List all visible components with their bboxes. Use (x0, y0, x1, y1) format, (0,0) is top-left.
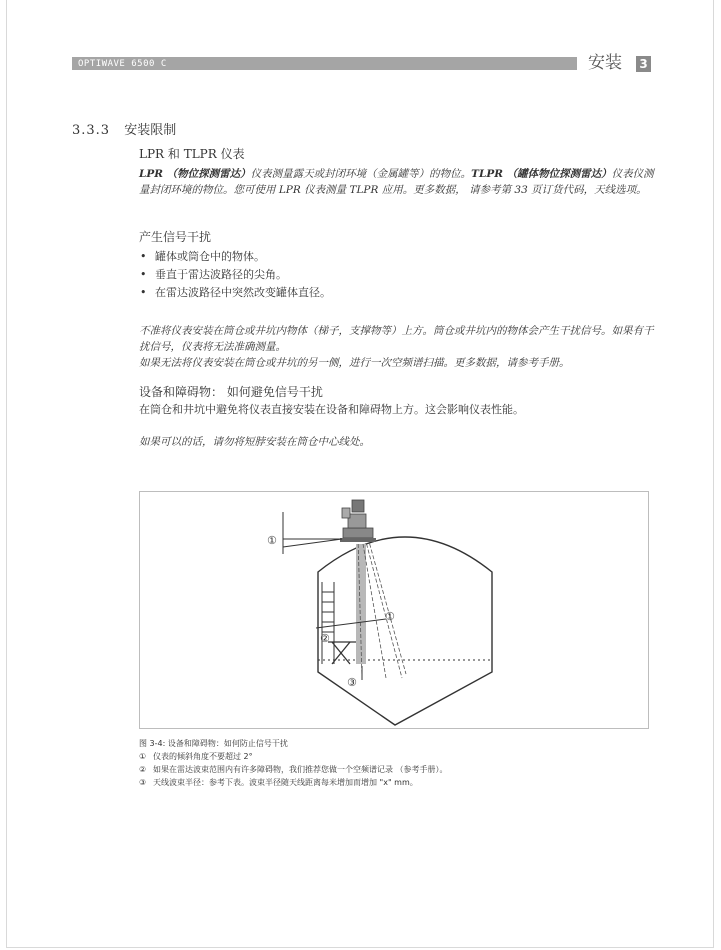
list-item: • 在雷达波路径中突然改变罐体直径。 (139, 284, 654, 302)
caption-title: 图 3-4: 设备和障碍物：如何防止信号干扰 (139, 739, 288, 748)
warning-note-2: 如果无法将仪表安装在筒仓或井坑的另一侧，进行一次空频谱扫描。更多数据，请参考手册。 (139, 357, 570, 369)
interference-block (139, 229, 654, 302)
interference-list (139, 248, 654, 302)
legend-text: 天线波束半径：参考下表。波束半径随天线距离每米增加而增加 "x" mm。 (153, 778, 418, 787)
intro-subtitle: LPR 和 TLPR 仪表 (139, 147, 245, 161)
obstacles-text: 在筒仓和井坑中避免将仪表直接安装在设备和障碍物上方。这会影响仪表性能。 (139, 403, 524, 416)
legend-item-1 (139, 750, 659, 763)
obstacles-block (139, 384, 654, 450)
tlpr-term: TLPR （罐体物位探测雷达） (471, 168, 612, 180)
intro-block (139, 146, 654, 198)
list-item: • 罐体或筒仓中的物体。 (139, 248, 654, 266)
installation-diagram (140, 492, 648, 728)
section-title: 安装限制 (124, 123, 177, 138)
obstacles-note: 如果可以的话，请勿将短脖安装在筒仓中心线处。 (139, 436, 370, 448)
section-heading (72, 119, 176, 138)
page-border (6, 0, 714, 948)
legend-mark: ② (139, 765, 147, 774)
marker-1-tilt: ① (267, 534, 277, 547)
warning-note-1: 不准将仪表安装在筒仓或井坑内物体（梯子，支撑物等）上方。筒仓或井坑内的物体会产生干扰信号。如果有干扰信号，仪表将无法准确测量。 (139, 325, 654, 353)
marker-2: ② (320, 632, 330, 645)
legend-mark: ① (139, 752, 147, 761)
lpr-desc: 仪表测量露天或封闭环境（金属罐等）的物位。 (250, 168, 472, 180)
header-section-number: 3 (636, 56, 651, 72)
marker-3: ③ (347, 676, 357, 689)
silo-outline (318, 537, 492, 725)
legend-item-3 (139, 776, 659, 789)
ladder (322, 582, 334, 664)
warning-note (139, 323, 654, 371)
figure-frame (139, 491, 649, 729)
legend-text: 如果在雷达波束范围内有许多障碍物，我们推荐您做一个空频谱记录 （参考手册）。 (153, 765, 448, 774)
legend-item-2 (139, 763, 659, 776)
list-item: • 垂直于雷达波路径的尖角。 (139, 266, 654, 284)
intro-paragraph (139, 166, 654, 198)
header-section-title: 安装 (588, 53, 622, 73)
obstacle-cross (328, 642, 356, 664)
legend-text: 仪表的倾斜角度不要超过 2° (153, 752, 253, 761)
tlpr-desc: 仪表仪测量封闭环境的物位。您可使用 LPR 仪表测量 TLPR 应用。更多数据， 请参考第 33 页订货代码，天线选项。 (139, 168, 654, 196)
header-product-name: OPTIWAVE 6500 C (78, 59, 167, 69)
lpr-term: LPR （物位探测雷达） (139, 168, 251, 180)
interference-heading: 产生信号干扰 (139, 230, 212, 244)
obstacles-heading: 设备和障碍物： 如何避免信号干扰 (139, 385, 323, 399)
radar-gauge (340, 500, 376, 542)
section-number: 3.3.3 (72, 123, 111, 138)
figure-caption (139, 737, 659, 789)
legend-mark: ③ (139, 778, 147, 787)
marker-1-beam: ① (385, 610, 395, 623)
